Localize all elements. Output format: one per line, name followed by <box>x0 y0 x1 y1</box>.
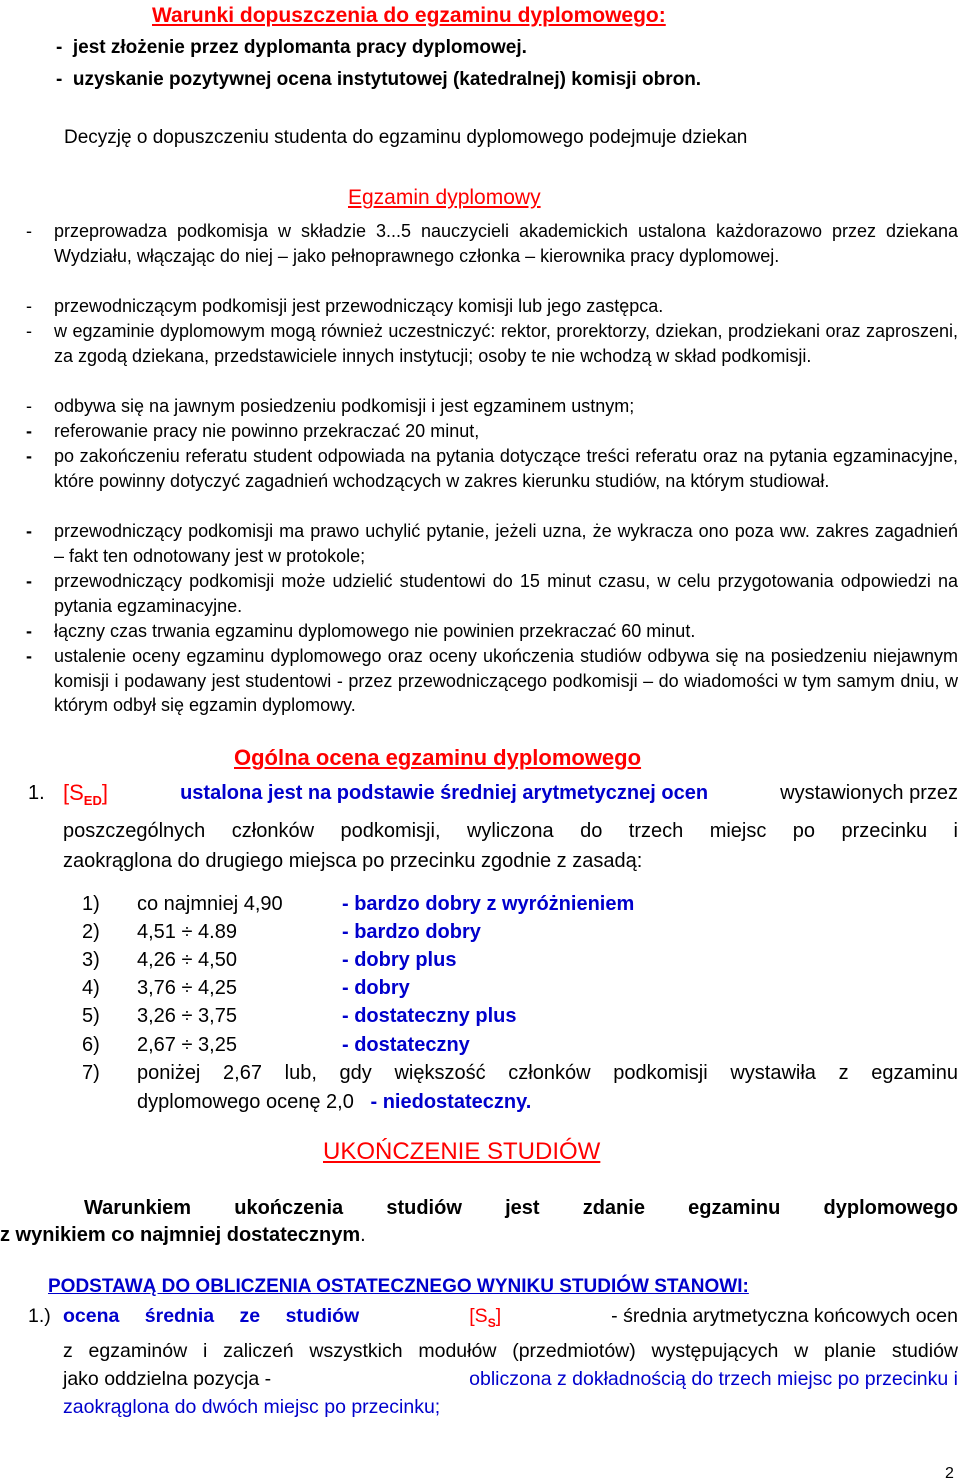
section3-line-3: zaokrąglona do drugiego miejsca po przecinku zgodnie z zasadą: <box>63 850 643 872</box>
section4-line-2: z wynikiem co najmniej dostatecznym. <box>0 1224 366 1246</box>
section4-line-1: Warunkiem ukończenia studiów jest zdanie egzaminu dyplomowego <box>84 1197 958 1219</box>
exam-rule-9: - łączny czas trwania egzaminu dyplomowego nie powinien przekraczać 60 minut. <box>26 621 696 641</box>
section5-line-1: ocena średnia ze studiów $[S_S]$ - średnia arytmetyczna końcowych ocen <box>63 1305 958 1330</box>
exam-rule-10: - ustalenie oceny egzaminu dyplomowego oraz oceny ukończenia studiów odbywa się na posiedzeniu niejawnym komisji i podawany jest studentowi - przez przewodniczącego podkomisji – do wiadomości w tym samym dniu, w którym odbył się egzamin dyplomowy. <box>26 646 958 716</box>
exam-rule-7: - przewodniczący podkomisji ma prawo uchylić pytanie, jeżeli uzna, że wykracza ono poza ww. zakres zagadnień – fakt ten odnotowany jest w protokole; <box>26 521 958 566</box>
section5-paragraph <box>28 1302 958 1421</box>
section3-paragraph <box>28 778 958 876</box>
section5-line-2: z egzaminów i zaliczeń wszystkich modułów (przedmiotów) występujących w planie studiów <box>63 1339 958 1362</box>
page-number: 2 <box>945 1465 954 1482</box>
section3-line-1: $[S_{ED}]$ ustalona jest na podstawie średniej arytmetycznej ocen wystawionych przez <box>63 780 958 808</box>
exam-rule-1: - przeprowadza podkomisja w składzie 3...5 nauczycieli akademickich ustalona każdorazowo przez dziekana Wydziału, włączając do niej – jako pełnoprawnego członka – kierownika pracy dyplomowej. <box>26 221 958 266</box>
section5-point-number: 1.) <box>28 1305 51 1327</box>
section3-point-number: 1. <box>28 782 45 804</box>
exam-rule-2: - przewodniczącym podkomisji jest przewodniczący komisji lub jego zastępca. <box>26 296 664 316</box>
section1-item-1: - jest złożenie przez dyplomanta pracy dyplomowej. <box>56 37 527 58</box>
section1-item-2: - uzyskanie pozytywnej ocena instytutowej (katedralnej) komisji obron. <box>56 69 702 90</box>
section1-title: Warunki dopuszczenia do egzaminu dyplomowego: <box>152 4 666 27</box>
exam-rule-8: - przewodniczący podkomisji może udzielić studentowi do 15 minut czasu, w celu przygotowania odpowiedzi na pytania egzaminacyjne. <box>26 571 958 616</box>
exam-rule-5: - referowanie pracy nie powinno przekraczać 20 minut, <box>26 421 480 441</box>
section4-title: UKOŃCZENIE STUDIÓW <box>323 1138 601 1165</box>
section1-decision: Decyzję o dopuszczeniu studenta do egzaminu dyplomowego podejmuje dziekan <box>64 127 748 148</box>
section2-title: Egzamin dyplomowy <box>348 186 541 209</box>
exam-rule-3: - w egzaminie dyplomowym mogą również uczestniczyć: rektor, prorektorzy, dziekan, prodziekani oraz zaproszeni, za zgodą dziekana, przedstawiciele innych instytucji; osoby te nie wchodzą w skład podkomisji. <box>26 321 958 366</box>
grade-row-7: 7) poniżej 2,67 lub, gdy większość członków podkomisji wystawiła z egzaminu dyplomowego ocenę 2,0 - niedostateczny. <box>82 1062 958 1113</box>
section3-title: Ogólna ocena egzaminu dyplomowego <box>234 745 642 770</box>
section3-line-2: poszczególnych członków podkomisji, wyliczona do trzech miejsc po przecinku i <box>63 820 958 842</box>
exam-rule-6: - po zakończeniu referatu student odpowiada na pytania dotyczące treści referatu oraz na pytania egzaminacyjne, które powinny dotyczyć zagadnień wchodzących w zakres kierunku studiów, na którym studiował. <box>26 446 958 491</box>
exam-rule-4: - odbywa się na jawnym posiedzeniu podkomisji i jest egzaminem ustnym; <box>26 396 635 416</box>
section5-line-4: zaokrąglona do dwóch miejsc po przecinku; <box>63 1395 441 1418</box>
section5-line-3: jako oddzielna pozycja - obliczona z dokładnością do trzech miejsc po przecinku i <box>63 1367 958 1390</box>
section5-title: PODSTAWĄ DO OBLICZENIA OSTATECZNEGO WYNIKU STUDIÓW STANOWI: <box>48 1276 749 1297</box>
